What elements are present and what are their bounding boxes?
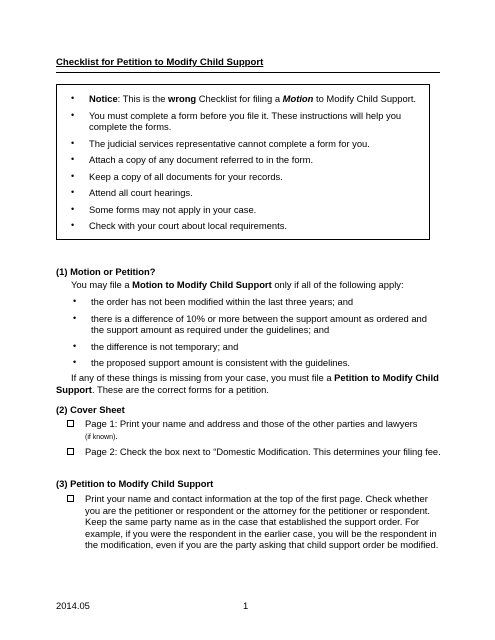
section3-heading: (3) Petition to Modify Child Support — [56, 478, 214, 489]
checklist-item: Page 2: Check the box next to “Domestic Modification. This determines your filing fee. — [67, 446, 443, 458]
bullet-icon: • — [71, 137, 75, 148]
bullet-icon: • — [71, 220, 75, 230]
notice-item: • Notice: This is the wrong Checklist for filing a Motion to Modify Child Support. — [71, 93, 417, 104]
checkbox[interactable] — [67, 448, 74, 455]
section1-bullets — [71, 296, 441, 374]
notice-item: • The judicial services representative cannot complete a form for you. — [71, 137, 370, 149]
bullet-icon: • — [71, 187, 75, 197]
bullet-icon: • — [71, 93, 75, 103]
notice-item: • Check with your court about local requirements. — [71, 220, 288, 231]
section1-intro: You may file a Motion to Modify Child Support only if all of the following apply: — [71, 279, 404, 290]
checkbox[interactable] — [67, 495, 74, 502]
list-item: • the difference is not temporary; and — [73, 340, 239, 352]
checkbox[interactable] — [67, 420, 74, 427]
bullet-icon: • — [73, 312, 77, 323]
page-number: 1 — [243, 600, 249, 611]
list-item: • the proposed support amount is consistent with the guidelines. — [73, 357, 351, 368]
bullet-icon: • — [73, 340, 77, 351]
bullet-icon: • — [71, 154, 75, 164]
bullet-icon: • — [71, 203, 75, 214]
checklist-item: Print your name and contact information at the top of the first page. Check whether you are the petitioner or respondent or the attorney for the petitioner or respondent. Keep the same party name as in the case that established the support order. For example, if you were the respondent in the earlier case, you will be the respondent in the modification, even if you are the party asking that child support order be modified. — [67, 493, 443, 551]
list-item: • there is a difference of 10% or more between the support amount as ordered and the support amount as required under the guidelines; and — [73, 312, 427, 335]
notice-item: • You must complete a form before you file it. These instructions will help you complete the forms. — [71, 109, 402, 132]
bullet-icon: • — [71, 170, 75, 181]
notice-box — [56, 84, 430, 240]
list-item: • the order has not been modified within the last three years; and — [73, 296, 354, 307]
checklist-item: Page 1: Print your name and address and those of the other parties and lawyers (if known). — [67, 418, 443, 443]
bullet-icon: • — [73, 296, 77, 306]
section2-heading: (2) Cover Sheet — [56, 404, 125, 415]
page-title: Checklist for Petition to Modify Child Support — [56, 57, 440, 73]
section1-heading: (1) Motion or Petition? — [56, 266, 156, 277]
notice-item: • Attach a copy of any document referred to in the form. — [71, 154, 314, 165]
bullet-icon: • — [73, 357, 77, 367]
footer-version: 2014.05 — [56, 600, 90, 611]
notice-item: • Keep a copy of all documents for your records. — [71, 170, 283, 182]
bullet-icon: • — [71, 109, 75, 120]
notice-item: • Some forms may not apply in your case. — [71, 203, 257, 215]
notice-item: • Attend all court hearings. — [71, 187, 193, 198]
section1-outro: If any of these things is missing from your case, you must file a Petition to Modify Child Support. These are the correct forms for a petition. — [56, 372, 439, 395]
